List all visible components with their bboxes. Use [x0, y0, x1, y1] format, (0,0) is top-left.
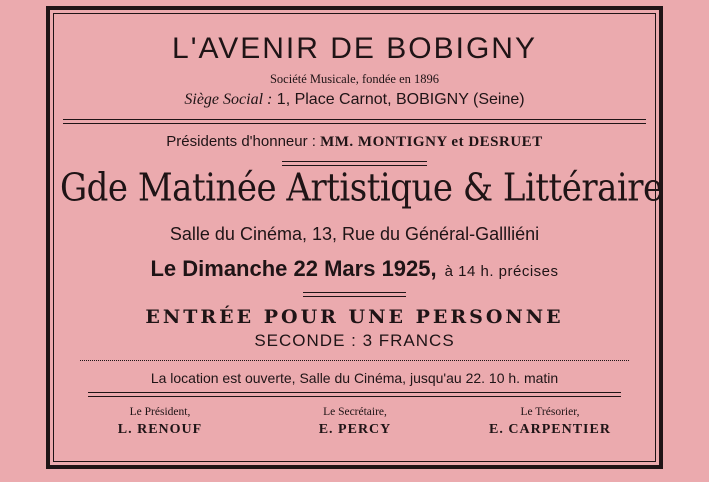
presidents-names: MM. MONTIGNY et DESRUET [320, 134, 543, 150]
siege-social [60, 91, 649, 109]
signature-secretary [265, 406, 445, 438]
signature-name: L. RENOUF [117, 422, 203, 437]
presidents-label: Présidents d'honneur : [166, 133, 321, 150]
event-venue: Salle du Cinéma, 13, Rue du Général-Gallliéni [169, 224, 540, 244]
entry-heading: ENTRÉE POUR UNE PERSONNE [145, 306, 564, 328]
siege-address: 1, Place Carnot, BOBIGNY (Seine) [272, 91, 525, 108]
divider-rule [63, 119, 646, 120]
ticket-card [60, 18, 663, 456]
divider-rule [88, 392, 621, 393]
divider-short [303, 296, 406, 297]
entry-price: SECONDE : 3 FRANCS [254, 331, 455, 350]
event-time: à 14 h. précises [444, 263, 559, 280]
siege-label: Siège Social : [184, 91, 273, 108]
dotted-divider [80, 360, 629, 361]
signature-name: E. PERCY [318, 422, 392, 437]
honorary-presidents [60, 133, 649, 151]
signature-president [70, 406, 250, 438]
society-name: L'AVENIR DE BOBIGNY [172, 32, 537, 65]
booking-notice: La location est ouverte, Salle du Cinéma, jusqu'au 22. 10 h. matin [150, 370, 559, 386]
event-title: Gde Matinée Artistique & Littéraire [60, 165, 663, 211]
signature-name: E. CARPENTIER [489, 422, 611, 437]
divider-rule [63, 123, 646, 124]
signature-role: Le Secrétaire, [323, 406, 387, 418]
divider-short [282, 161, 427, 162]
signature-role: Le Trésorier, [520, 406, 580, 418]
event-date-text: Le Dimanche 22 Mars 1925, [150, 256, 437, 281]
divider-rule [88, 396, 621, 397]
signature-role: Le Président, [129, 406, 191, 418]
society-subtitle: Société Musicale, fondée en 1896 [269, 72, 440, 86]
event-date [60, 256, 649, 282]
signature-treasurer [460, 406, 640, 438]
divider-short [303, 292, 406, 293]
